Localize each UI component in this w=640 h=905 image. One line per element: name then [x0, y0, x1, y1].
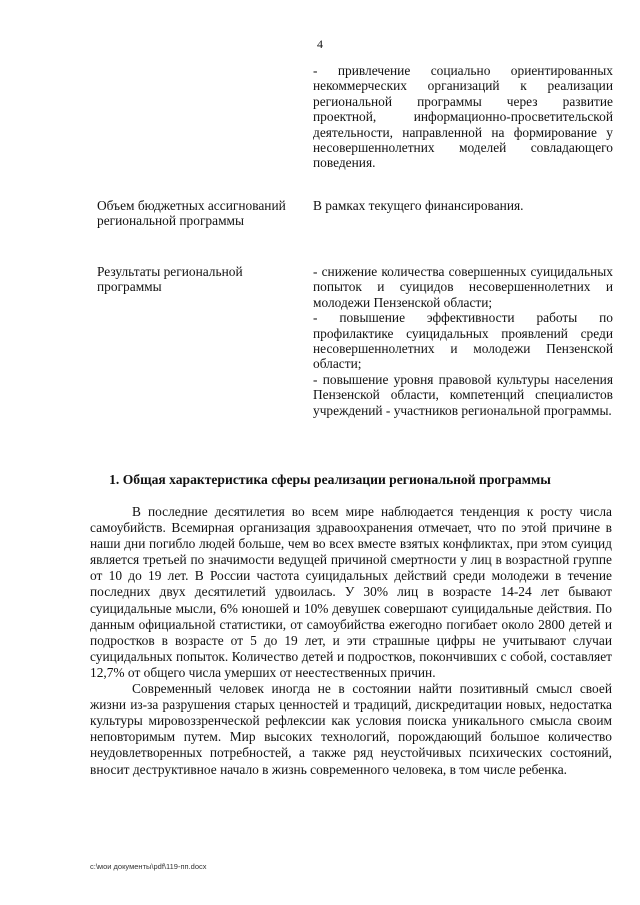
- body-paragraph: В последние десятилетия во всем мире наблюдается тенденция к росту числа самоубийств. Всемирная организация здравоохранения отмечает, что по этой причине в наши дни погибло людей больше, чем во всех вместе взятых конфликтах, при этом суицид является третьей по значимости ведущей причиной смертности у лиц в возрастной группе от 10 до 19 лет. В России частота суицидальных действий среди молодежи в течение последних двух десятилетий удвоилась. У 30% лиц в возрасте 14-24 лет бывают суицидальные мысли, 6% юношей и 10% девушек совершают суицидальные действия. По данным официальной статистики, от самоубийства ежегодно погибает около 2800 детей и подростков в возрасте от 5 до 19 лет, и эти страшные цифры не учитывают случаи суицидальных попыток. Количество детей и подростков, покончивших с собой, составляет 12,7% от общего числа умерших от неестественных причин.: [90, 504, 612, 680]
- section-body: [90, 504, 612, 778]
- footer-file-path: c:\мои документы\pdf\119-пп.docx: [90, 862, 207, 871]
- body-paragraph: Современный человек иногда не в состоянии найти позитивный смысл своей жизни из-за разрушения старых ценностей и традиций, дискредитации новых, недостатка культуры мировоззренческой рефлексии как условия поиска уникального смысла своим неповторимым путем. Мир высоких технологий, порождающий большое количество неудовлетворенных потребностей, а также ряд неустойчивых психических состояний, вносит деструктивное начало в жизнь современного человека, в том числе ребенка.: [90, 681, 612, 777]
- passport-row-objectives-continued: [313, 63, 613, 171]
- passport-value-text: - повышение эффективности работы по профилактике суицидальных проявлений среди несовершеннолетних и молодежи Пензенской области;: [313, 310, 613, 372]
- passport-value-text: - снижение количества совершенных суицидальных попыток и суицидов несовершеннолетних и молодежи Пензенской области;: [313, 264, 613, 310]
- passport-value-text: - привлечение социально ориентированных некоммерческих организаций к реализации региональной программы через развитие проектной, информационно-просветительской деятельности, направленной на формирование у несовершеннолетних моделей совладающего поведения.: [313, 63, 613, 171]
- passport-row-results-value: [313, 264, 613, 418]
- passport-row-budget-value: [313, 198, 613, 213]
- page-number: 4: [317, 37, 323, 51]
- section-heading: 1. Общая характеристика сферы реализации региональной программы: [109, 472, 551, 487]
- passport-value-text: В рамках текущего финансирования.: [313, 198, 524, 213]
- passport-label-budget: Объем бюджетных ассигнований региональной программы: [97, 198, 286, 229]
- passport-value-text: - повышение уровня правовой культуры населения Пензенской области, компетенций специалистов учреждений - участников региональной программы.: [313, 371, 613, 418]
- passport-label-results: Результаты региональной программы: [97, 264, 243, 295]
